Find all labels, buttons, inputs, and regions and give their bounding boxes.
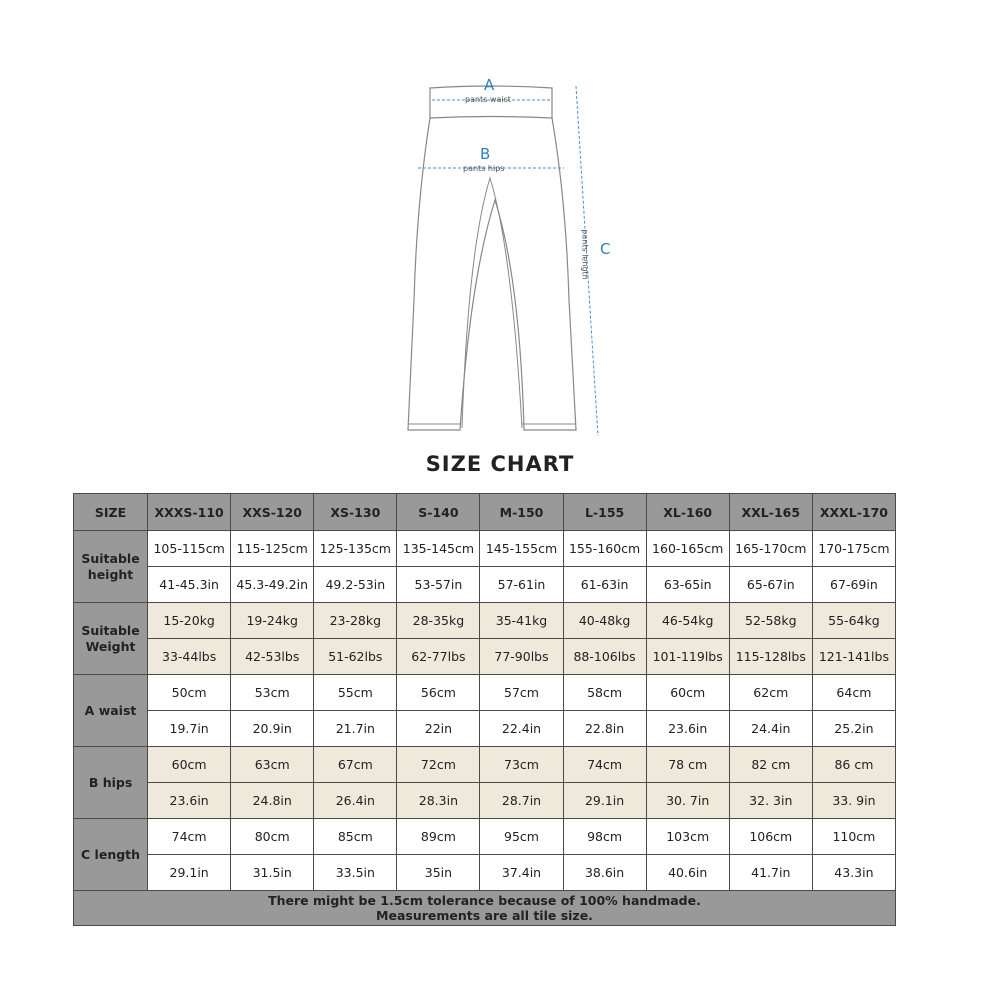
- table-cell: 85cm: [314, 819, 397, 855]
- table-cell: 101-119lbs: [646, 639, 729, 675]
- row-group-label-line1: C length: [81, 846, 141, 862]
- table-row: [74, 783, 896, 819]
- table-cell: 46-54kg: [646, 603, 729, 639]
- table-cell: 28-35kg: [397, 603, 480, 639]
- table-cell: 21.7in: [314, 711, 397, 747]
- table-cell: 43.3in: [812, 855, 895, 891]
- table-cell: 57-61in: [480, 567, 563, 603]
- table-cell: 67cm: [314, 747, 397, 783]
- table-row: [74, 603, 896, 639]
- table-cell: 86 cm: [812, 747, 895, 783]
- table-row: [74, 711, 896, 747]
- header-size-label: SIZE: [74, 494, 148, 531]
- table-cell: 57cm: [480, 675, 563, 711]
- table-cell: 33-44lbs: [148, 639, 231, 675]
- table-cell: 115-128lbs: [729, 639, 812, 675]
- table-cell: 62cm: [729, 675, 812, 711]
- label-a: A: [484, 76, 495, 94]
- table-cell: 26.4in: [314, 783, 397, 819]
- table-cell: 56cm: [397, 675, 480, 711]
- table-cell: 40.6in: [646, 855, 729, 891]
- table-cell: 63cm: [231, 747, 314, 783]
- table-cell: 35in: [397, 855, 480, 891]
- header-row: [74, 494, 896, 531]
- table-cell: 38.6in: [563, 855, 646, 891]
- table-cell: 65-67in: [729, 567, 812, 603]
- table-cell: 73cm: [480, 747, 563, 783]
- table-cell: 160-165cm: [646, 531, 729, 567]
- row-group-label: [74, 675, 148, 747]
- table-cell: 72cm: [397, 747, 480, 783]
- table-cell: 110cm: [812, 819, 895, 855]
- header-size: M-150: [480, 494, 563, 531]
- table-cell: 41-45.3in: [148, 567, 231, 603]
- table-cell: 23.6in: [148, 783, 231, 819]
- table-row: [74, 567, 896, 603]
- table-cell: 25.2in: [812, 711, 895, 747]
- table-cell: 28.3in: [397, 783, 480, 819]
- row-group-label-line1: Suitable: [81, 622, 140, 638]
- tolerance-note: [74, 891, 896, 926]
- table-cell: 15-20kg: [148, 603, 231, 639]
- table-cell: 20.9in: [231, 711, 314, 747]
- label-a-caption: pants waist: [465, 95, 511, 104]
- table-cell: 19-24kg: [231, 603, 314, 639]
- table-cell: 82 cm: [729, 747, 812, 783]
- table-cell: 77-90lbs: [480, 639, 563, 675]
- table-cell: 74cm: [148, 819, 231, 855]
- table-cell: 135-145cm: [397, 531, 480, 567]
- header-size: XXL-165: [729, 494, 812, 531]
- table-cell: 80cm: [231, 819, 314, 855]
- header-size: XS-130: [314, 494, 397, 531]
- table-cell: 61-63in: [563, 567, 646, 603]
- table-cell: 60cm: [646, 675, 729, 711]
- table-cell: 23-28kg: [314, 603, 397, 639]
- table-cell: 125-135cm: [314, 531, 397, 567]
- header-size: L-155: [563, 494, 646, 531]
- table-cell: 89cm: [397, 819, 480, 855]
- table-row: [74, 747, 896, 783]
- table-cell: 29.1in: [563, 783, 646, 819]
- row-group-label-line2: Weight: [85, 638, 136, 654]
- table-cell: 32. 3in: [729, 783, 812, 819]
- header-size: XL-160: [646, 494, 729, 531]
- row-group-label: [74, 819, 148, 891]
- table-cell: 24.4in: [729, 711, 812, 747]
- table-cell: 33. 9in: [812, 783, 895, 819]
- table-cell: 29.1in: [148, 855, 231, 891]
- table-cell: 55cm: [314, 675, 397, 711]
- table-cell: 145-155cm: [480, 531, 563, 567]
- table-cell: 42-53lbs: [231, 639, 314, 675]
- table-cell: 31.5in: [231, 855, 314, 891]
- table-cell: 33.5in: [314, 855, 397, 891]
- table-cell: 95cm: [480, 819, 563, 855]
- table-cell: 115-125cm: [231, 531, 314, 567]
- label-b-caption: pants hips: [463, 164, 505, 173]
- row-group-label: [74, 531, 148, 603]
- table-cell: 28.7in: [480, 783, 563, 819]
- pants-outline-illustration: [0, 0, 1000, 450]
- table-cell: 88-106lbs: [563, 639, 646, 675]
- pants-diagram: [0, 0, 1000, 450]
- table-row: [74, 639, 896, 675]
- table-cell: 51-62lbs: [314, 639, 397, 675]
- table-cell: 63-65in: [646, 567, 729, 603]
- table-cell: 49.2-53in: [314, 567, 397, 603]
- table-row: [74, 855, 896, 891]
- table-cell: 30. 7in: [646, 783, 729, 819]
- label-c: C: [600, 240, 611, 258]
- table-cell: 35-41kg: [480, 603, 563, 639]
- header-size: S-140: [397, 494, 480, 531]
- row-group-label: [74, 747, 148, 819]
- table-cell: 19.7in: [148, 711, 231, 747]
- table-cell: 45.3-49.2in: [231, 567, 314, 603]
- table-cell: 24.8in: [231, 783, 314, 819]
- table-cell: 105-115cm: [148, 531, 231, 567]
- row-group-label-line1: B hips: [88, 774, 133, 790]
- header-size: XXXL-170: [812, 494, 895, 531]
- table-cell: 53cm: [231, 675, 314, 711]
- table-cell: 41.7in: [729, 855, 812, 891]
- table-cell: 40-48kg: [563, 603, 646, 639]
- row-group-label-line1: A waist: [84, 702, 137, 718]
- table-row: [74, 819, 896, 855]
- header-size: XXXS-110: [148, 494, 231, 531]
- table-cell: 78 cm: [646, 747, 729, 783]
- row-group-label-line2: height: [87, 566, 134, 582]
- table-cell: 50cm: [148, 675, 231, 711]
- table-cell: 58cm: [563, 675, 646, 711]
- table-cell: 55-64kg: [812, 603, 895, 639]
- note-row: [74, 891, 896, 926]
- table-cell: 22.8in: [563, 711, 646, 747]
- table-cell: 74cm: [563, 747, 646, 783]
- label-c-caption: pants length: [580, 229, 590, 280]
- table-cell: 64cm: [812, 675, 895, 711]
- table-cell: 121-141lbs: [812, 639, 895, 675]
- size-chart-title: SIZE CHART: [425, 452, 575, 476]
- table-cell: 98cm: [563, 819, 646, 855]
- table-cell: 62-77lbs: [397, 639, 480, 675]
- table-cell: 60cm: [148, 747, 231, 783]
- table-row: [74, 531, 896, 567]
- table-cell: 22.4in: [480, 711, 563, 747]
- header-size: XXS-120: [231, 494, 314, 531]
- table-cell: 67-69in: [812, 567, 895, 603]
- table-cell: 37.4in: [480, 855, 563, 891]
- note-line1: There might be 1.5cm tolerance because of 100% handmade.: [268, 893, 701, 908]
- size-chart-table: [73, 493, 896, 926]
- note-line2: Measurements are all tile size.: [376, 908, 593, 923]
- table-cell: 165-170cm: [729, 531, 812, 567]
- label-b: B: [480, 145, 491, 163]
- table-row: [74, 675, 896, 711]
- table-cell: 22in: [397, 711, 480, 747]
- row-group-label-line1: Suitable: [81, 550, 140, 566]
- row-group-label: [74, 603, 148, 675]
- table-cell: 103cm: [646, 819, 729, 855]
- table-cell: 170-175cm: [812, 531, 895, 567]
- table-cell: 53-57in: [397, 567, 480, 603]
- table-cell: 23.6in: [646, 711, 729, 747]
- table-cell: 155-160cm: [563, 531, 646, 567]
- table-cell: 52-58kg: [729, 603, 812, 639]
- table-cell: 106cm: [729, 819, 812, 855]
